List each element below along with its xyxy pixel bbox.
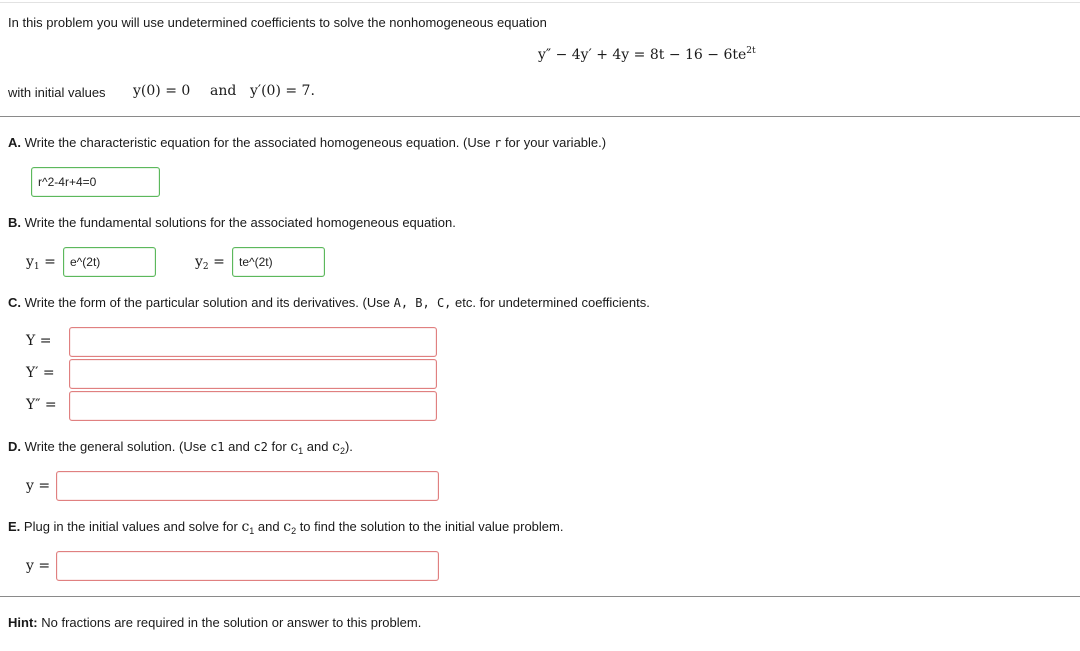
divider-top	[0, 116, 1080, 117]
part-d-letter: D.	[8, 439, 21, 454]
part-b-letter: B.	[8, 215, 21, 230]
initial-condition-2: y′(0) = 7.	[250, 83, 315, 99]
intro-text: In this problem you will use undetermined coefficients to solve the nonhomogeneous equation	[8, 15, 547, 30]
general-solution-label: y =	[26, 478, 51, 494]
part-c-coeffs: A, B, C,	[393, 296, 452, 310]
y2-label: $y_2$ =	[195, 254, 225, 272]
hint-label: Hint:	[8, 615, 38, 630]
Y-double-prime-label: Y″ =	[26, 397, 57, 413]
part-d-prompt: D. Write the general solution. (Use c1 and c2 for $c_1$ and $c_2$).	[8, 439, 353, 456]
part-c-letter: C.	[8, 295, 21, 310]
characteristic-equation-input[interactable]	[31, 167, 160, 197]
ivp-solution-input[interactable]	[56, 551, 439, 581]
part-a-prompt: A. Write the characteristic equation for the associated homogeneous equation. (Use r for your variable.)	[8, 135, 607, 150]
equation	[538, 46, 756, 63]
y1-label: $y_1$ =	[26, 254, 56, 272]
Y-input[interactable]	[69, 327, 437, 357]
divider-bottom	[0, 596, 1080, 597]
top-border	[0, 2, 1080, 3]
part-b-prompt: B. Write the fundamental solutions for the associated homogeneous equation.	[8, 215, 456, 230]
y2-input[interactable]	[232, 247, 325, 277]
Y-prime-input[interactable]	[69, 359, 437, 389]
initial-and: and	[210, 83, 237, 99]
part-a-var: r	[494, 136, 502, 150]
Y-prime-label: Y′ =	[26, 365, 55, 381]
equation-lhs: y″ − 4y′ + 4y = 8t − 16 − 6te	[538, 47, 747, 63]
general-solution-input[interactable]	[56, 471, 439, 501]
part-a-letter: A.	[8, 135, 21, 150]
Y-label: Y =	[26, 333, 52, 349]
initial-values-label: with initial values	[8, 85, 106, 100]
ivp-solution-label: y =	[26, 558, 51, 574]
y1-input[interactable]	[63, 247, 156, 277]
initial-condition-1: y(0) = 0	[133, 83, 191, 99]
equation-exponent: 2t	[746, 46, 756, 56]
hint-text: Hint: No fractions are required in the solution or answer to this problem.	[8, 615, 422, 630]
part-e-letter: E.	[8, 519, 21, 534]
Y-double-prime-input[interactable]	[69, 391, 437, 421]
part-c-prompt: C. Write the form of the particular solution and its derivatives. (Use A, B, C, etc. for undetermined coefficients.	[8, 295, 650, 310]
part-e-prompt: E. Plug in the initial values and solve for $c_1$ and $c_2$ to find the solution to the initial value problem.	[8, 519, 564, 536]
